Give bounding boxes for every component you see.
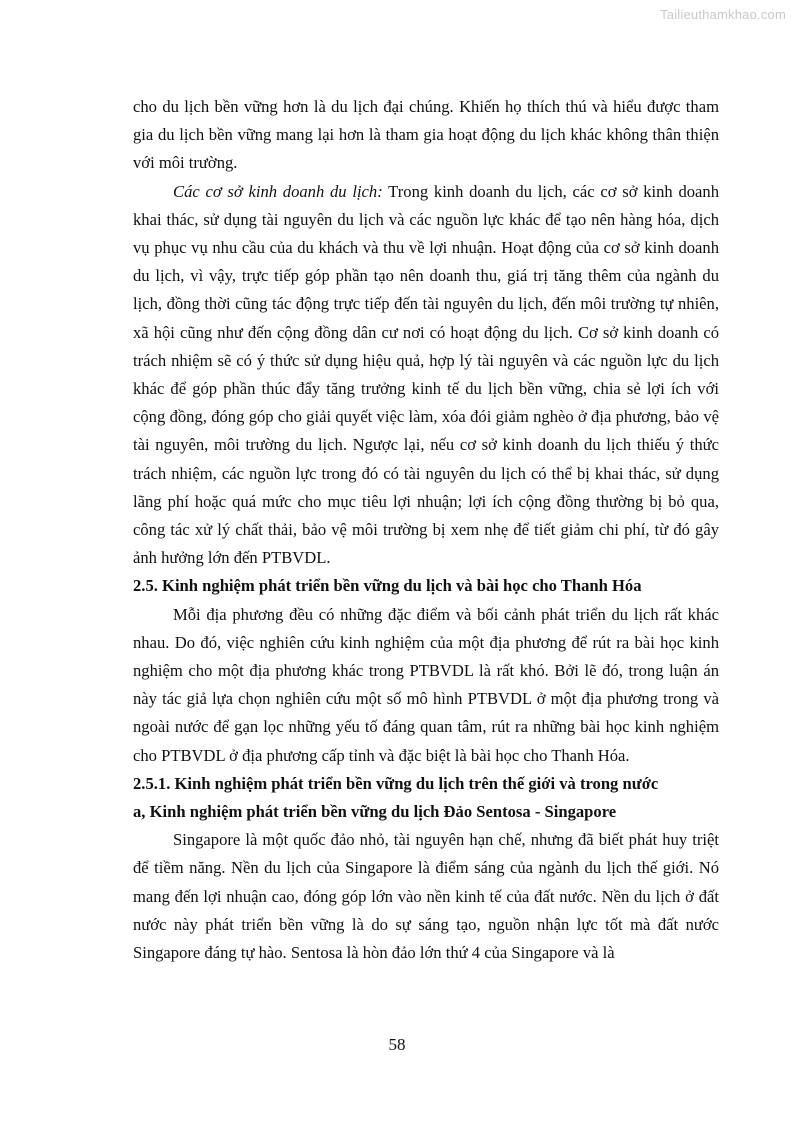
- paragraph-1: cho du lịch bền vững hơn là du lịch đại chúng. Khiến họ thích thú và hiểu được tham gia du lịch bền vững mang lại hơn là tham gia hoạt động du lịch khác không thân thiện với môi trường.: [133, 97, 719, 173]
- subsection-heading-a: a, Kinh nghiệm phát triển bền vững du lịch Đảo Sentosa - Singapore: [133, 802, 617, 822]
- page-number: 58: [388, 1035, 406, 1054]
- paragraph-2-lead: Các cơ sở kinh doanh du lịch:: [173, 181, 383, 201]
- paragraph-3: Mỗi địa phương đều có những đặc điểm và bối cảnh phát triển du lịch rất khác nhau. Do đó, việc nghiên cứu kinh nghiệm của một địa phương để rút ra bài học kinh nghiệm cho một địa phương khác trong PTBVDL là rất khó. Bởi lẽ đó, trong luận án này tác giả lựa chọn nghiên cứu một số mô hình PTBVDL ở một địa phương trong và ngoài nước để gạn lọc những yếu tố đáng quan tâm, rút ra những bài học kinh nghiệm cho PTBVDL ở địa phương cấp tỉnh và đặc biệt là bài học cho Thanh Hóa.: [133, 604, 719, 765]
- document-body: [133, 93, 719, 967]
- section-heading-2-5-1: 2.5.1. Kinh nghiệm phát triển bền vững du lịch trên thế giới và trong nước: [133, 773, 659, 793]
- paragraph-2: [133, 178, 719, 573]
- watermark-text: Tailieuthamkhao.com: [660, 7, 786, 22]
- paragraph-4: Singapore là một quốc đảo nhỏ, tài nguyên hạn chế, nhưng đã biết phát huy triệt để tiềm năng. Nền du lịch của Singapore là điểm sáng của ngành du lịch thế giới. Nó mang đến lợi nhuận cao, đóng góp lớn vào nền kinh tế của đất nước. Nền du lịch ở đất nước này phát triển bền vững là do sự sáng tạo, nguồn nhận lực tốt mà đất nước Singapore đáng tự hào. Sentosa là hòn đảo lớn thứ 4 của Singapore và là: [133, 830, 719, 963]
- paragraph-2-body: Trong kinh doanh du lịch, các cơ sở kinh doanh khai thác, sử dụng tài nguyên du lịch và các nguồn lực khác để tạo nên hàng hóa, dịch vụ phục vụ nhu cầu của du khách và thu về lợi nhuận. Hoạt động của cơ sở kinh doanh du lịch, vì vậy, trực tiếp góp phần tạo nên doanh thu, giá trị tăng thêm của ngành du lịch, đồng thời cũng tác động trực tiếp đến tài nguyên du lịch, đến môi trường tự nhiên, xã hội cũng như đến cộng đồng dân cư nơi có hoạt động du lịch. Cơ sở kinh doanh có trách nhiệm sẽ có ý thức sử dụng hiệu quả, hợp lý tài nguyên và các nguồn lực du lịch khác để góp phần thúc đẩy tăng trưởng kinh tế du lịch bền vững, chia sẻ lợi ích với cộng đồng, đóng góp cho giải quyết việc làm, xóa đói giảm nghèo ở địa phương, bảo vệ tài nguyên, môi trường du lịch. Ngược lại, nếu cơ sở kinh doanh du lịch thiếu ý thức trách nhiệm, các nguồn lực trong đó có tài nguyên du lịch có thể bị khai thác, sử dụng lãng phí hoặc quá mức cho mục tiêu lợi nhuận; lợi ích cộng đồng thường bị bỏ qua, công tác xử lý chất thải, bảo vệ môi trường bị xem nhẹ để tiết giảm chi phí, từ đó gây ảnh hưởng lớn đến PTBVDL.: [133, 181, 719, 568]
- section-heading-2-5: 2.5. Kinh nghiệm phát triển bền vững du lịch và bài học cho Thanh Hóa: [133, 576, 642, 596]
